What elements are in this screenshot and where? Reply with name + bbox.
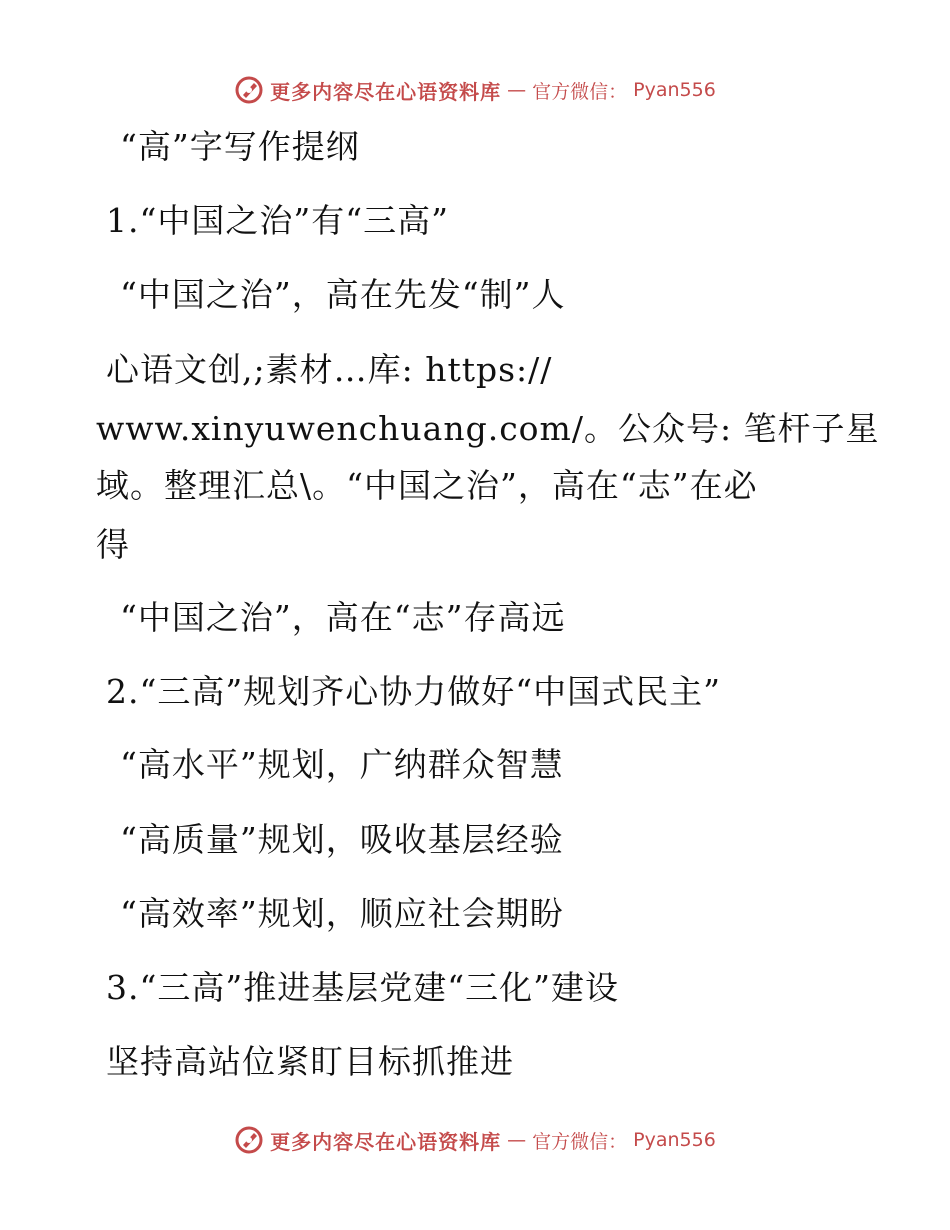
outline-line: 坚持高站位紧盯目标抓推进: [106, 1042, 514, 1081]
footer-banner: [0, 1120, 950, 1160]
outline-line: “中国之治”，高在“志”存高远: [120, 598, 566, 637]
banner-wechat-id: Pyan556: [633, 79, 716, 101]
banner-text: 更多内容尽在心语资料库: [270, 79, 502, 104]
outline-line: 1.“中国之治”有“三高”: [106, 201, 449, 240]
outline-line: “高水平”规划，广纳群众智慧: [120, 745, 564, 784]
outline-line: 心语文创,;素材…库: https://: [106, 350, 553, 389]
pen-swirl-logo-icon: [234, 75, 264, 105]
outline-line: 域。整理汇总\。“中国之治”，高在“志”在必: [96, 466, 758, 505]
header-banner: [0, 70, 950, 110]
outline-line: 得: [96, 525, 130, 564]
outline-line: 3.“三高”推进基层党建“三化”建设: [106, 968, 619, 1007]
pen-swirl-logo-icon: [234, 1125, 264, 1155]
outline-line: “中国之治”，高在先发“制”人: [120, 275, 566, 314]
outline-line: www.xinyuwenchuang.com/。公众号: 笔杆子星: [96, 409, 880, 448]
banner-dash: —: [507, 79, 527, 101]
banner-text: 更多内容尽在心语资料库: [270, 1129, 502, 1154]
outline-line: “高效率”规划，顺应社会期盼: [120, 894, 564, 933]
banner-label: 官方微信：: [532, 80, 628, 103]
outline-line: “高质量”规划，吸收基层经验: [120, 820, 564, 859]
banner-dash: —: [507, 1129, 527, 1151]
banner-wechat-id: Pyan556: [633, 1129, 716, 1151]
banner-label: 官方微信：: [532, 1130, 628, 1153]
document-title: “高”字写作提纲: [120, 127, 360, 166]
outline-line: 2.“三高”规划齐心协力做好“中国式民主”: [106, 672, 721, 711]
